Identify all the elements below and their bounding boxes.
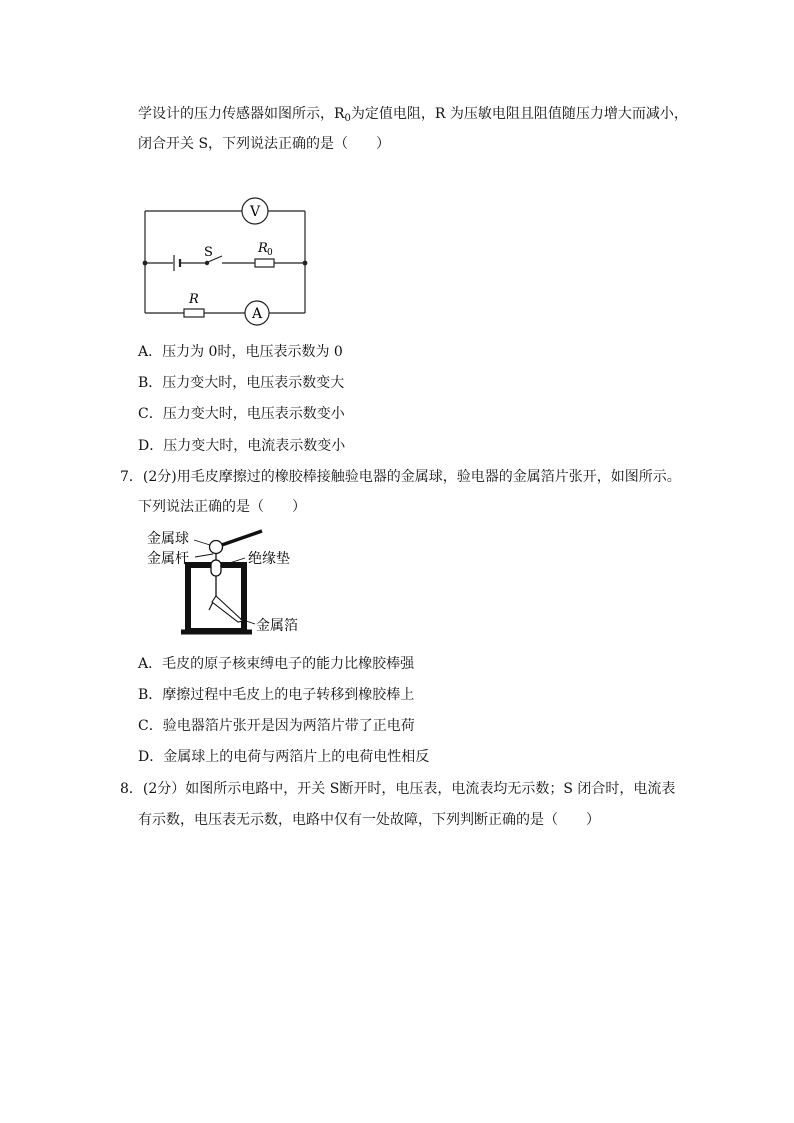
- q6-r0-subscript: 0: [344, 113, 351, 124]
- q7-option-c: C．验电器箔片张开是因为两箔片带了正电荷: [138, 718, 415, 734]
- q6-voltmeter-label: V: [249, 204, 261, 220]
- q7-stem-line2: 下列说法正确的是（ ）: [138, 499, 306, 515]
- q6-stem-line1-a: 学设计的压力传感器如图所示，R: [138, 106, 345, 122]
- q8-stem-line1: 8．(2分）如图所示电路中，开关 S断开时，电压表，电流表均无示数；S 闭合时，电流表: [120, 781, 676, 797]
- q6-r0-label: R: [258, 241, 268, 256]
- q6-stem-line2: 闭合开关 S，下列说法正确的是（ ）: [138, 136, 391, 152]
- q7-label-pad: 绝缘垫: [248, 551, 290, 567]
- q7-stem-line1: 7．(2分)用毛皮摩擦过的橡胶棒接触验电器的金属球，验电器的金属箔片张开，如图所示。: [120, 469, 681, 485]
- q6-option-b: B．压力变大时，电压表示数变大: [138, 375, 345, 391]
- q7-label-rod: 金属杆: [147, 551, 189, 567]
- q6-ammeter-label: A: [251, 306, 263, 322]
- q6-r-label: R: [189, 292, 199, 307]
- q7-option-a: A．毛皮的原子核束缚电子的能力比橡胶棒强: [138, 656, 415, 672]
- q7-metal-ball: [210, 541, 223, 554]
- q7-rubber-rod: [216, 531, 262, 547]
- q6-option-c: C．压力变大时，电压表示数变小: [138, 406, 345, 422]
- q8-stem-line2: 有示数，电压表无示数，电路中仅有一处故障，下列判断正确的是（ ）: [138, 812, 600, 828]
- q7-foil-right: [212, 596, 243, 622]
- q7-option-b: B．摩擦过程中毛皮上的电子转移到橡胶棒上: [138, 687, 415, 703]
- q7-option-d: D．金属球上的电荷与两箔片上的电荷电性相反: [138, 749, 430, 765]
- q6-option-a: A．压力为 0时，电压表示数为 0: [138, 344, 343, 360]
- q6-stem-line1-b: 为定值电阻，R 为压敏电阻且阻值随压力增大而减小，: [350, 106, 688, 122]
- q6-r0-label-sub: 0: [267, 248, 273, 258]
- q7-label-ball: 金属球: [147, 531, 189, 547]
- q6-option-d: D．压力变大时，电流表示数变小: [138, 438, 346, 454]
- q6-switch-label: S: [204, 245, 213, 260]
- q7-insulating-pad: [211, 560, 221, 576]
- q7-label-foil: 金属箔: [256, 618, 298, 634]
